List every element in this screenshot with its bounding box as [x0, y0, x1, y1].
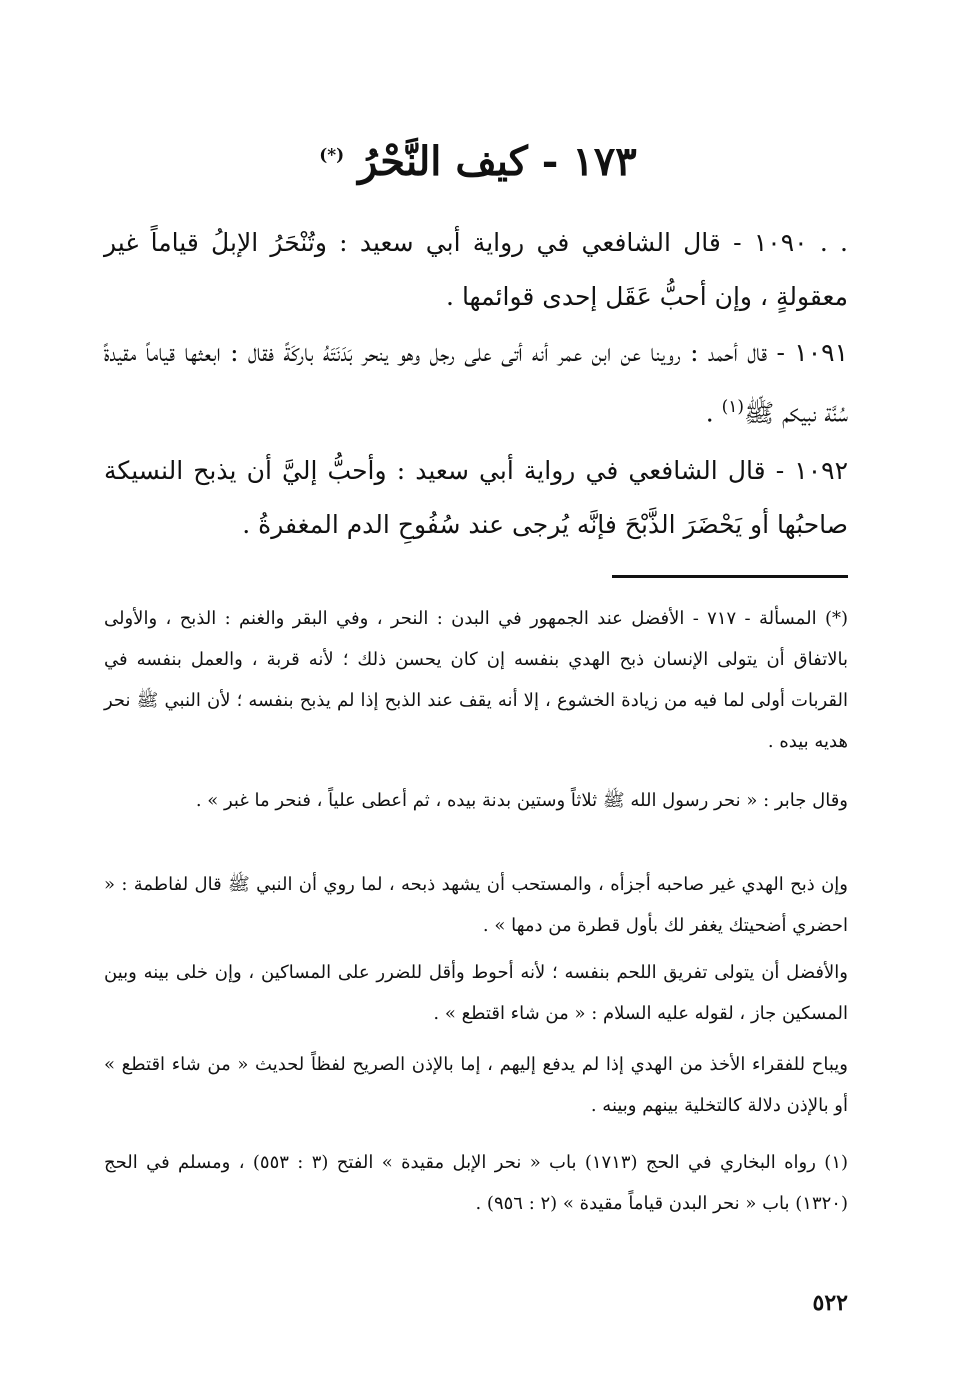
paragraph-1092: ١٠٩٢ - قال الشافعي في رواية أبي سعيد : وأحبُّ إليَّ أن يذبح النسيكة صاحبُها أو يَحْضَرَ الذَّبْحَ فإنَّه يُرجى عند سُفُوحِ الدم المغفرةُ . — [104, 456, 848, 539]
chapter-title-text: ١٧٣ - كيف النَّحْرُ — [358, 138, 637, 185]
footnote-separator — [612, 575, 848, 578]
page-number: ٥٢٢ — [812, 1290, 848, 1316]
footnote-distribution: والأفضل أن يتولى تفريق اللحم بنفسه ؛ لأنه أحوط وأقل للضرر على المساكين ، وإن خلى بينه وبين المسكين جاز ، لقوله عليه السلام : « من شاء اقتطع » . — [104, 962, 848, 1024]
footnote-issue-717: (*) المسألة - ٧١٧ - الأفضل عند الجمهور في البدن : النحر ، وفي البقر والغنم : الذبح ، والأولى بالاتفاق أن يتولى الإنسان ذبح الهدي بنفسه إن كان يحسن ذلك ؛ لأنه قربة ، والعمل بنفسه في القربات أولى لما فيه من زيادة الخشوع ، إلا أنه يقف عند الذبح إذا لم يذبح بنفسه ؛ لأن النبي ﷺ نحر هديه بيده . — [104, 608, 849, 752]
paragraph-1090: . . ١٠٩٠ - قال الشافعي في رواية أبي سعيد : وتُنْحَرُ الإبلُ قياماً غير معقولةٍ ، وإن أحبُّ عَقَل إحدى قوائمها . — [104, 228, 848, 311]
chapter-title-marker: (*) — [319, 145, 345, 166]
paragraph-1091-text: ١٠٩١ - قال أحمد : روينا عن ابن عمر أنه أتى على رجل وهو ينحر بَدَنَتَهُ باركَةً فقال : ابعثها قياماً مقيدةً سُنَّة نبيكم ﷺ — [104, 338, 848, 428]
paragraph-1091-end: . — [705, 398, 722, 428]
footnote-jabir: وقال جابر : « نحر رسول الله ﷺ ثلاثاً وستين بدنة بيده ، ثم أعطى علياً ، فنحر ما غبر » . — [195, 790, 848, 811]
footnote-poor: ويباح للفقراء الأخذ من الهدي إذا لم يدفع إليهم ، إما بالإذن الصريح لفظاً لحديث « من شاء اقتطع » أو بالإذن دلالة كالتخلية بينهم وبينه . — [104, 1054, 848, 1116]
footnote-1-reference: (١) رواه البخاري في الحج (١٧١٣) باب « نحر الإبل مقيدة » الفتح (٣ : ٥٥٣) ، ومسلم في الحج (١٣٢٠) باب « نحر البدن قياماً مقيدة » (٢ : ٩٥٦) . — [104, 1152, 849, 1214]
paragraph-1091 — [104, 326, 848, 440]
chapter-title — [0, 138, 956, 185]
footnote-fatima: وإن ذبح الهدي غير صاحبه أجزأه ، والمستحب أن يشهد ذبحه ، لما روي أن النبي ﷺ قال لفاطمة : « احضري أضحيتك يغفر لك بأول قطرة من دمها » . — [104, 874, 848, 936]
footnote-ref-1: (١) — [721, 397, 745, 417]
